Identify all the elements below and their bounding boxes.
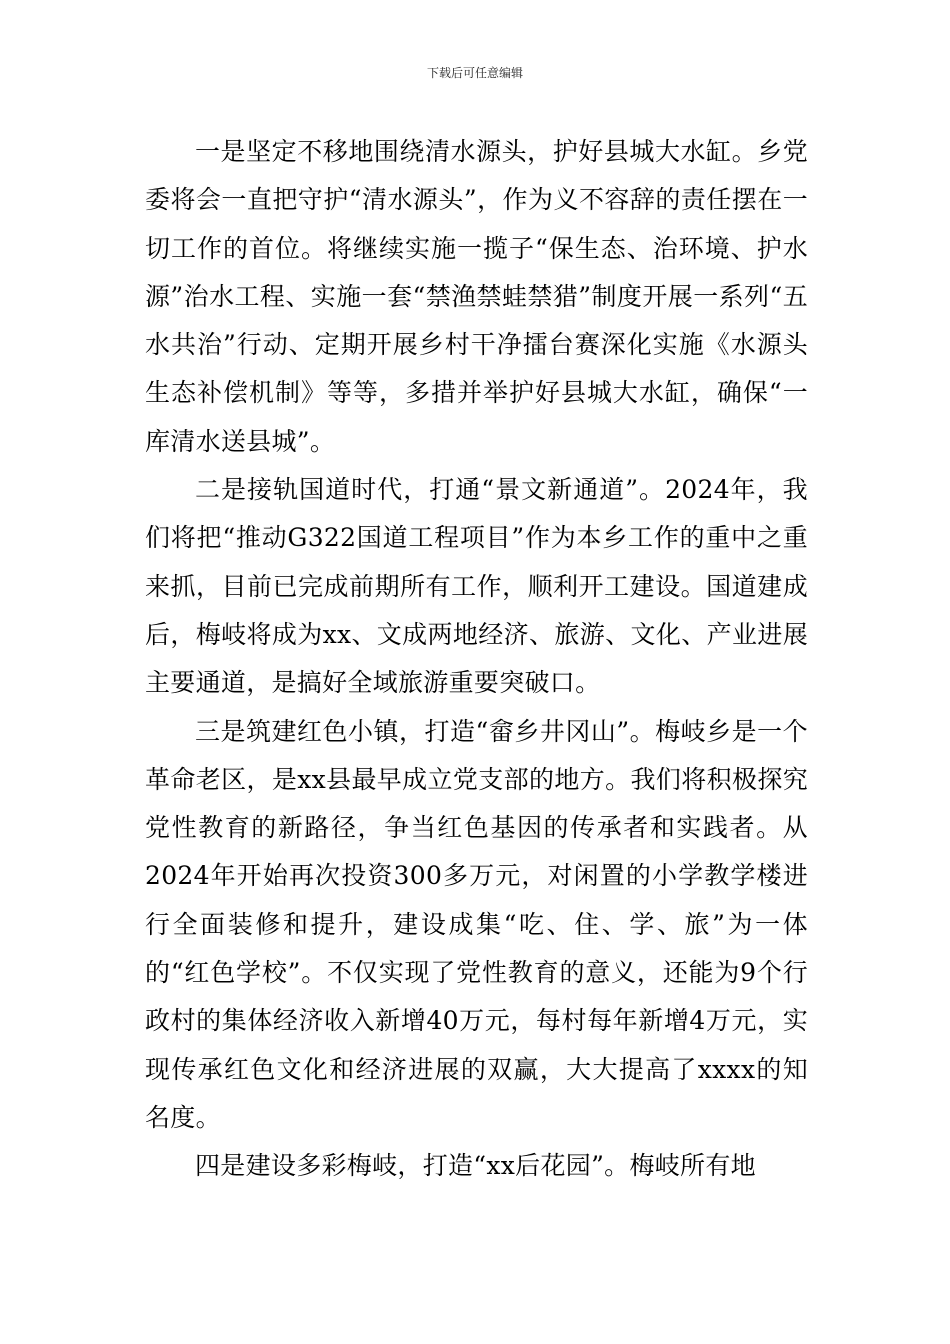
paragraph-1: 一是坚定不移地围绕清水源头，护好县城大水缸。乡党委将会一直把守护“清水源头”，作为义不容辞的责任摆在一切工作的首位。将继续实施一揽子“保生态、治环境、护水源”治水工程、实施一套“禁渔禁蛙禁猎”制度开展一系列“五水共治”行动、定期开展乡村干净擂台赛深化实施《水源头生态补偿机制》等等，多措并举护好县城大水缸，确保“一库清水送县城”。 [145,137,808,456]
paragraph-3: 三是筑建红色小镇，打造“畲乡井冈山”。梅岐乡是一个革命老区，是xx县最早成立党支部的地方。我们将积极探究党性教育的新路径，争当红色基因的传承者和实践者。从2024年开始再次投资300多万元，对闲置的小学教学楼进行全面装修和提升，建设成集“吃、住、学、旅”为一体的“红色学校”。不仅实现了党性教育的意义，还能为9个行政村的集体经济收入新增40万元，每村每年新增4万元，实现传承红色文化和经济进展的双赢，大大提高了xxxx的知名度。 [145,716,808,1132]
document-body [145,128,808,1191]
page-header [0,66,950,80]
header-note: 下载后可任意编辑 [426,66,523,80]
paragraph-2: 二是接轨国道时代，打通“景文新通道”。2024年，我们将把“推动G322国道工程项目”作为本乡工作的重中之重来抓，目前已完成前期所有工作，顺利开工建设。国道建成后，梅岐将成为xx、文成两地经济、旅游、文化、产业进展主要通道，是搞好全域旅游重要突破口。 [145,475,808,698]
paragraph-4: 四是建设多彩梅岐，打造“xx后花园”。梅岐所有地 [195,1151,756,1181]
